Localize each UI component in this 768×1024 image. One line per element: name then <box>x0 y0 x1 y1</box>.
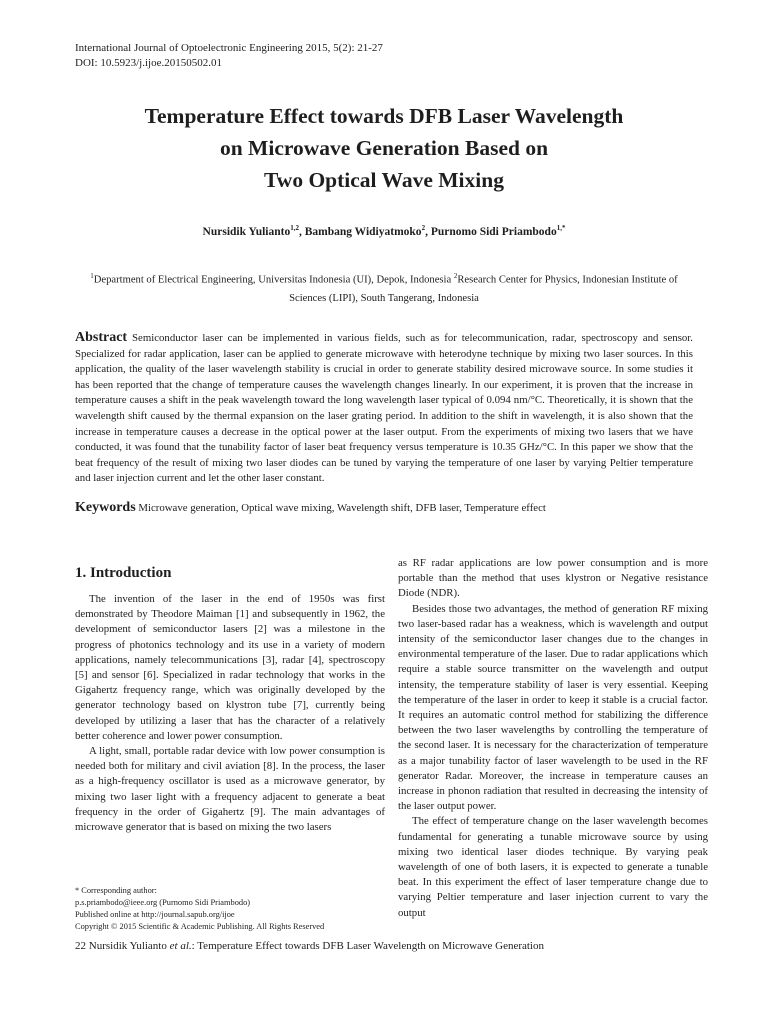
left-column <box>75 564 385 835</box>
affil-2-mark: 2 <box>453 272 458 280</box>
author-list <box>60 224 708 238</box>
paper-title <box>60 100 708 196</box>
right-paragraph-2: The effect of temperature change on the laser wavelength becomes fundamental for generating a tunable microwave source by using mixing two identical laser diodes technique. By varying peak wavelength of one of both lasers, it is expected to generate a tunable beat. In this experiment the effect of laser temperature change due to varying Peltier temperature and laser injection current to vary the output <box>398 815 708 919</box>
footnote-corresponding: * Corresponding author: <box>75 886 157 895</box>
keywords <box>75 500 693 516</box>
footnote-email: p.s.priambodo@ieee.org (Purnomo Sidi Priambodo) <box>75 898 251 907</box>
journal-citation: International Journal of Optoelectronic Engineering 2015, 5(2): 21-27 <box>75 42 383 54</box>
right-paragraph-1: Besides those two advantages, the method of generation RF mixing two laser-based radar has a weakness, which is wavelength and output intensity of the semiconductor laser changes due to the changes in environmental temperature of the laser. Due to radar applications which require a stable source transmitter on the wavelength and output intensity, the temperature stability of laser is very essential. Keeping the temperature of the laser in order to keep it stable is a crucial factor. It requires an automatic control method for stabilizing the difference between the two laser wavelengths by controlling the temperature of the second laser. It is necessary for the characterization of temperature as a major tunability factor of laser wavelength to be used in the RF generator Radar. Moreover, the increase in temperature causes an increase in phonon radiation that resulted in decreasing the intensity of the laser output power. <box>398 602 708 813</box>
abstract-label: Abstract <box>75 330 128 345</box>
keywords-text: Microwave generation, Optical wave mixing, Wavelength shift, DFB laser, Temperature effect <box>138 502 546 514</box>
intro-paragraph-2: A light, small, portable radar device with low power consumption is needed both for military and civil aviation [8]. In the process, the laser as a high-frequency oscillator is used as a microwave generator, by mixing two laser light with a frequency adjacent to generate a beat frequency in the order of Gigahertz [9]. The main advantages of microwave generator that is based on mixing the two lasers <box>75 745 385 834</box>
running-head <box>75 940 544 952</box>
running-head-title: : Temperature Effect towards DFB Laser Wavelength on Microwave Generation <box>191 940 544 952</box>
author-1: Nursidik Yulianto <box>202 225 291 238</box>
footnote-copyright: Copyright © 2015 Scientific & Academic Publishing. All Rights Reserved <box>75 922 325 931</box>
author-2-affil: 2 <box>421 224 426 232</box>
affiliations <box>75 267 693 308</box>
footnote-published: Published online at http://journal.sapub.org/ijoe <box>75 910 235 919</box>
right-column <box>398 556 708 921</box>
running-head-etal: et al. <box>169 940 192 952</box>
affil-2: Research Center for Physics, Indonesian Institute of Sciences (LIPI), South Tangerang, Indonesia <box>289 274 678 304</box>
title-line-1: Temperature Effect towards DFB Laser Wavelength <box>144 104 624 128</box>
author-2: , Bambang Widiyatmoko <box>298 225 422 238</box>
title-line-3: Two Optical Wave Mixing <box>264 168 504 192</box>
intro-paragraph-1: The invention of the laser in the end of 1950s was first demonstrated by Theodore Maiman [1] and subsequently in 1962, the development of semiconductor lasers [2] was a milestone in the progress of photonics technology and its use in a variety of modern applications, namely telecommunications [3], radar [4], spectroscopy [5] and sensor [6]. Specialized in radar technology that works in the Gigahertz frequency range, which was originally developed by the generator technology based on klystron tube [7], currently being developed by utilizing a laser that has the character of a relatively better coherence and lower power consumption. <box>75 593 385 742</box>
abstract <box>75 330 693 487</box>
journal-doi: DOI: 10.5923/j.ijoe.20150502.01 <box>75 57 222 69</box>
running-head-prefix: 22 Nursidik Yulianto <box>75 940 170 952</box>
right-paragraph-0: as RF radar applications are low power consumption and is more portable than the method that uses klystron or Negative resistance Diode (NDR). <box>398 557 708 600</box>
affil-1: Department of Electrical Engineering, Universitas Indonesia (UI), Depok, Indonesia <box>93 274 454 286</box>
abstract-text: Semiconductor laser can be implemented in various fields, such as for telecommunication, radar, spectroscopy and sensor. Specialized for radar application, laser can be applied to generate microwave with heterodyne technique by mixing two laser sources. In this application, the quality of the laser wavelength stability is crucial in order to generate stability desired microwave source. In some studies it has been reported that the change of temperature causes the wavelength changes linearly. In our experiment, it is proven that the increase in temperature causes a shift in the peak wavelength toward the long wavelength laser typical of 0.094 nm/°C. Theoretically, it is shown that the wavelength shift caused by the thermal expansion on the laser grating period. In addition to the shift in wavelength, it is also shown that the increase in temperature causes a decrease in the optical power at the laser output. From the experiments of mixing two lasers that we have conducted, it was found that the tunability factor of laser beat frequency versus temperature is 10.35 GHz/°C. In this paper we show that the beat frequency of the result of mixing two laser diodes can be tuned by varying the temperature of one laser by varying Peltier temperature and laser injection current and let the other laser constant. <box>75 332 694 485</box>
author-3-affil: 1,* <box>556 224 566 232</box>
section-heading: 1. Introduction <box>75 565 172 581</box>
footnote <box>75 885 324 933</box>
author-1-affil: 1,2 <box>290 224 299 232</box>
author-3: , Purnomo Sidi Priambodo <box>425 225 557 238</box>
affil-1-mark: 1 <box>90 272 94 280</box>
title-line-2: on Microwave Generation Based on <box>219 136 549 160</box>
journal-header <box>75 41 383 71</box>
keywords-label: Keywords <box>75 500 136 515</box>
